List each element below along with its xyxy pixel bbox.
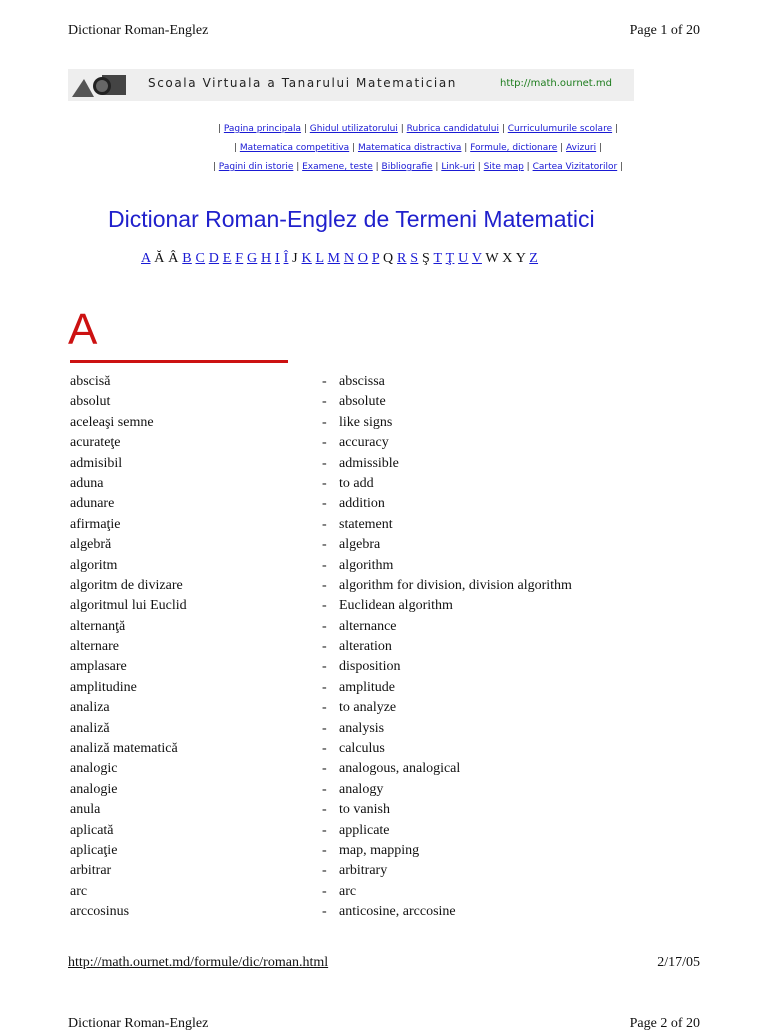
entry-row (70, 576, 710, 596)
letter-link[interactable]: M (327, 251, 341, 266)
entry-row (70, 556, 710, 576)
nav-link[interactable]: Matematica distractiva (357, 143, 462, 153)
nav-link[interactable]: Matematica competitiva (239, 143, 350, 153)
romanian-term: analiza (70, 700, 110, 716)
nav-link[interactable]: Ghidul utilizatorului (309, 124, 398, 134)
romanian-term: aplicată (70, 822, 114, 838)
nav-row-2 (68, 143, 768, 153)
entry-row (70, 759, 710, 779)
romanian-term: arc (70, 883, 88, 899)
romanian-term: arccosinus (70, 904, 130, 920)
nav-link[interactable]: Bibliografie (381, 162, 433, 172)
alphabet-index (141, 251, 538, 267)
letter-link[interactable]: N (343, 251, 355, 266)
nav-separator: | (612, 124, 619, 134)
entry-dash: - (322, 639, 327, 655)
english-term: calculus (339, 741, 385, 757)
romanian-term: afirmaţie (70, 516, 121, 532)
entries-list (70, 372, 710, 923)
nav-link[interactable]: Rubrica candidatului (406, 124, 499, 134)
nav-separator: | (301, 124, 310, 134)
entry-row (70, 698, 710, 718)
romanian-term: aceleaşi semne (70, 414, 154, 430)
english-term: like signs (339, 414, 393, 430)
english-term: analysis (339, 720, 385, 736)
letter-link[interactable]: Î (283, 251, 289, 266)
english-term: map, mapping (339, 842, 420, 858)
entry-row (70, 596, 710, 616)
english-term: applicate (339, 822, 390, 838)
entry-dash: - (322, 537, 327, 553)
letter-link: Y (515, 251, 526, 266)
nav-separator: | (596, 143, 603, 153)
entry-row (70, 454, 710, 474)
entry-dash: - (322, 720, 327, 736)
dictionary-title: Dictionar Roman-Englez de Termeni Matematici (108, 206, 595, 232)
letter-link[interactable]: T (433, 251, 442, 266)
romanian-term: analogie (70, 781, 118, 797)
english-term: accuracy (339, 435, 389, 451)
entry-dash: - (322, 863, 327, 879)
nav-link[interactable]: Site map (483, 162, 524, 172)
entry-row (70, 780, 710, 800)
entry-dash: - (322, 516, 327, 532)
nav-link[interactable]: Formule, dictionare (470, 143, 558, 153)
letter-link[interactable]: S (410, 251, 419, 266)
english-term: algorithm (339, 557, 394, 573)
english-term: disposition (339, 659, 401, 675)
romanian-term: alternare (70, 639, 119, 655)
entry-dash: - (322, 842, 327, 858)
romanian-term: abscisă (70, 374, 111, 389)
english-term: amplitude (339, 679, 395, 695)
entry-dash: - (322, 414, 327, 430)
site-banner[interactable] (68, 69, 634, 101)
nav-separator: | (498, 124, 508, 134)
entry-row (70, 678, 710, 698)
banner-url[interactable]: http://math.ournet.md (499, 78, 612, 89)
romanian-term: amplasare (70, 659, 127, 675)
entry-row (70, 494, 710, 514)
next-page-number: Page 2 of 20 (629, 1016, 700, 1031)
nav-separator: | (523, 162, 533, 172)
english-term: admissible (339, 455, 399, 471)
letter-link[interactable]: R (397, 251, 407, 266)
entry-row (70, 841, 710, 861)
letter-link: Ă (154, 251, 165, 266)
nav-link[interactable]: Examene, teste (302, 162, 373, 172)
nav-link[interactable]: Pagina principala (223, 124, 302, 134)
entry-row (70, 617, 710, 637)
english-term: alternance (339, 618, 397, 634)
nav-separator: | (233, 143, 240, 153)
nav-link[interactable]: Curriculumurile scolare (507, 124, 613, 134)
nav-separator: | (461, 143, 471, 153)
english-term: to add (339, 475, 374, 491)
nav-row-1 (68, 124, 768, 134)
entry-dash: - (322, 802, 327, 818)
letter-link: J (292, 251, 298, 266)
entry-dash: - (322, 761, 327, 777)
nav-link[interactable]: Avizuri (566, 143, 597, 153)
english-term: absolute (339, 394, 386, 410)
english-term: arc (339, 883, 357, 899)
english-term: Euclidean algorithm (339, 598, 453, 614)
nav-separator: | (293, 162, 303, 172)
romanian-term: algebră (70, 537, 112, 553)
letter-link[interactable]: K (301, 251, 312, 266)
entry-dash: - (322, 618, 327, 634)
entry-row (70, 372, 710, 392)
footer-date: 2/17/05 (657, 955, 700, 970)
nav-separator: | (397, 124, 407, 134)
entry-row (70, 637, 710, 657)
letter-link[interactable]: U (458, 251, 469, 266)
entry-dash: - (322, 374, 327, 389)
entry-row (70, 902, 710, 922)
section-letter: A (68, 305, 98, 354)
entry-dash: - (322, 679, 327, 695)
nav-separator: | (617, 162, 624, 172)
entry-dash: - (322, 435, 327, 451)
nav-link[interactable]: Link-uri (441, 162, 475, 172)
english-term: statement (339, 516, 393, 532)
nav-separator: | (217, 124, 224, 134)
entry-row (70, 800, 710, 820)
nav-row-3 (68, 162, 768, 172)
letter-link[interactable]: Ţ (445, 251, 455, 266)
entry-dash: - (322, 659, 327, 675)
entry-row (70, 392, 710, 412)
romanian-term: arbitrar (70, 863, 112, 879)
entry-row (70, 821, 710, 841)
letter-link[interactable]: Z (529, 251, 539, 266)
romanian-term: algoritm de divizare (70, 577, 183, 593)
romanian-term: acurateţe (70, 435, 121, 451)
english-term: algebra (339, 537, 381, 553)
romanian-term: analiză (70, 720, 110, 736)
english-term: to vanish (339, 802, 390, 818)
page-number: Page 1 of 20 (629, 23, 700, 38)
nav-separator: | (212, 162, 219, 172)
letter-link[interactable]: L (315, 251, 324, 266)
entry-dash: - (322, 557, 327, 573)
entry-dash: - (322, 904, 327, 920)
banner-title: Scoala Virtuala a Tanarului Matematician (148, 76, 458, 90)
english-term: arbitrary (339, 863, 388, 879)
nav-separator: | (372, 162, 382, 172)
english-term: alteration (339, 639, 392, 655)
entry-row (70, 719, 710, 739)
nav-link[interactable]: Pagini din istorie (218, 162, 294, 172)
letter-link[interactable]: E (222, 251, 232, 266)
entry-dash: - (322, 598, 327, 614)
entry-dash: - (322, 577, 327, 593)
letter-link[interactable]: H (260, 251, 272, 266)
romanian-term: algoritm (70, 557, 118, 573)
letter-link: Ş (422, 251, 430, 266)
nav-link[interactable]: Cartea Vizitatorilor (532, 162, 618, 172)
english-term: addition (339, 496, 385, 512)
letter-link[interactable]: I (275, 251, 280, 266)
entry-dash: - (322, 700, 327, 716)
entry-dash: - (322, 475, 327, 491)
entry-row (70, 739, 710, 759)
entry-row (70, 515, 710, 535)
entry-dash: - (322, 741, 327, 757)
letter-link[interactable]: F (235, 251, 244, 266)
nav-separator: | (557, 143, 567, 153)
romanian-term: aduna (70, 475, 104, 491)
letter-link[interactable]: V (471, 251, 482, 266)
romanian-term: alternanţă (70, 618, 126, 634)
nav-separator: | (349, 143, 358, 153)
romanian-term: aplicaţie (70, 842, 118, 858)
page-header-title: Dictionar Roman-Englez (68, 23, 209, 38)
entry-dash: - (322, 883, 327, 899)
section-divider (70, 360, 288, 363)
letter-link[interactable]: P (371, 251, 380, 266)
english-term: analogy (339, 781, 384, 797)
letter-link[interactable]: O (357, 251, 369, 266)
romanian-term: absolut (70, 394, 111, 410)
nav-separator: | (474, 162, 484, 172)
letter-link[interactable]: B (182, 251, 192, 266)
footer-url[interactable]: http://math.ournet.md/formule/dic/roman.html (68, 955, 329, 970)
romanian-term: adunare (70, 496, 115, 512)
romanian-term: analiză matematică (70, 741, 178, 757)
letter-link[interactable]: A (141, 251, 151, 266)
letter-link[interactable]: C (195, 251, 206, 266)
english-term: to analyze (339, 700, 397, 716)
romanian-term: analogic (70, 761, 118, 777)
letter-link: X (502, 251, 513, 266)
entry-row (70, 535, 710, 555)
entry-row (70, 433, 710, 453)
letter-link: W (485, 251, 499, 266)
english-term: algorithm for division, division algorithm (339, 577, 572, 593)
english-term: abscissa (339, 374, 385, 389)
entry-dash: - (322, 496, 327, 512)
letter-link[interactable]: D (208, 251, 220, 266)
romanian-term: anula (70, 802, 101, 818)
english-term: analogous, analogical (339, 761, 461, 777)
entry-dash: - (322, 822, 327, 838)
next-page-header-title: Dictionar Roman-Englez (68, 1016, 209, 1031)
entry-row (70, 861, 710, 881)
romanian-term: admisibil (70, 455, 123, 471)
letter-link[interactable]: G (246, 251, 258, 266)
entry-row (70, 657, 710, 677)
romanian-term: amplitudine (70, 679, 137, 695)
entry-dash: - (322, 394, 327, 410)
entry-row (70, 413, 710, 433)
entry-row (70, 474, 710, 494)
site-logo-icon (72, 73, 128, 97)
nav-separator: | (432, 162, 442, 172)
letter-link: Q (383, 251, 394, 266)
entry-dash: - (322, 781, 327, 797)
romanian-term: algoritmul lui Euclid (70, 598, 187, 614)
entry-row (70, 882, 710, 902)
entry-dash: - (322, 455, 327, 471)
english-term: anticosine, arccosine (339, 904, 456, 920)
letter-link: Â (168, 251, 179, 266)
